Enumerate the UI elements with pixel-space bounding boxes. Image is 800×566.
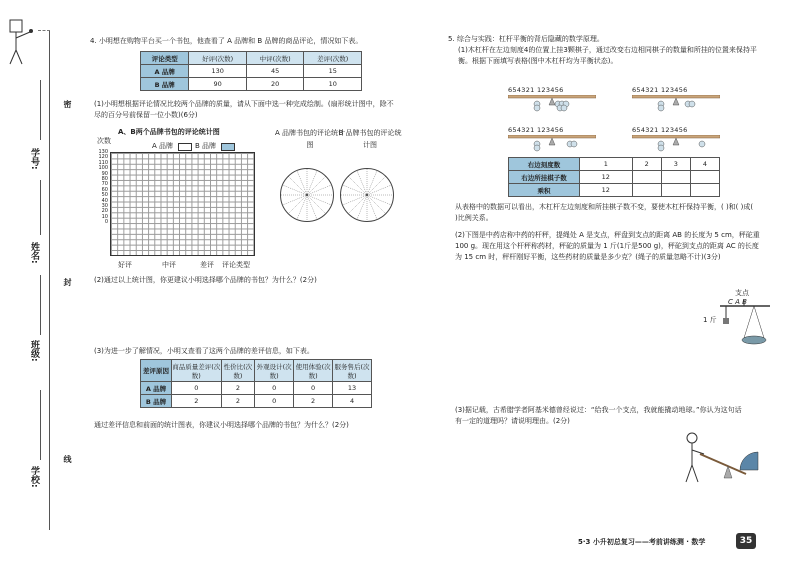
table-cell: 0	[172, 382, 222, 395]
y-tick: 50	[101, 192, 108, 199]
q4-review-table	[140, 51, 362, 91]
lever-scale: 654321 123456	[632, 86, 688, 94]
table-cell: 0	[294, 382, 333, 395]
table-cell: 12	[580, 184, 633, 197]
bar-chart-grid[interactable]	[110, 152, 255, 256]
table-header: 性价比(次数)	[221, 360, 255, 382]
table-cell: 右边所挂棋子数	[509, 171, 580, 184]
legend-a-swatch	[178, 143, 192, 151]
x-label-bad: 差评	[200, 261, 214, 269]
table-cell-input[interactable]	[632, 171, 661, 184]
table-cell: 2	[632, 158, 661, 171]
table-row	[141, 65, 362, 78]
q4-bad-review-table	[140, 359, 372, 408]
fig-support-label: 支点	[735, 289, 749, 297]
table-cell: 130	[189, 65, 247, 78]
table-cell: 4	[690, 158, 719, 171]
table-row	[141, 395, 372, 408]
footer-text: 5·3 小升初总复习——考前讲练测 · 数学	[578, 538, 706, 546]
table-cell: A 品牌	[141, 65, 189, 78]
mark-xian: 线	[63, 455, 72, 463]
lever-scale: 654321 123456	[632, 126, 688, 134]
y-tick: 0	[104, 219, 108, 226]
table-row	[509, 158, 720, 171]
mark-feng: 封	[63, 278, 72, 286]
binding-line-top	[38, 30, 50, 32]
table-header: 商品质量差评(次数)	[172, 360, 222, 382]
table-cell: B 品牌	[141, 78, 189, 91]
y-tick: 80	[101, 176, 108, 183]
table-cell: 0	[255, 395, 294, 408]
archimedes-lever-icon	[680, 430, 760, 490]
lever-scale: 654321 123456	[508, 86, 564, 94]
pie-a-title: A 品牌书包的评论统计图	[275, 129, 346, 149]
q5-lever-table	[508, 157, 720, 197]
q5-part3-answer-area[interactable]	[455, 430, 675, 520]
name-field[interactable]	[40, 180, 41, 235]
y-tick: 20	[101, 208, 108, 215]
table-header: 差评原因	[141, 360, 172, 382]
table-header: 评论类型	[141, 52, 189, 65]
y-tick: 40	[101, 197, 108, 204]
table-header: 好评(次数)	[189, 52, 247, 65]
table-cell: 15	[304, 65, 362, 78]
bar-chart-title: A、B两个品牌书包的评论统计图	[118, 128, 220, 136]
q4-stem: 4. 小明想在购物平台买一个书包，他查看了 A 品牌和 B 品牌的商品评论，情况如下表。	[90, 37, 363, 45]
bar-chart-unit: 次数	[97, 137, 111, 145]
fig-jin-label: 1 斤	[703, 316, 717, 324]
table-cell-input[interactable]	[661, 171, 690, 184]
q5-part2-answer-area[interactable]	[455, 280, 695, 390]
class-label: 班级:	[29, 340, 39, 362]
y-tick: 120	[98, 154, 108, 161]
table-cell: 12	[580, 171, 633, 184]
table-cell: 10	[304, 78, 362, 91]
q5-part1: (1)木杠杆在左边刻度4的位置上挂3颗棋子，通过改变右边相同棋子的数量和所挂的位置来保持平衡。根据下面填写表格(图中木杠杆均为平衡状态)。	[458, 46, 757, 65]
page-number: 35	[736, 533, 756, 549]
table-row	[141, 78, 362, 91]
table-row	[509, 184, 720, 197]
steelyard-icon	[712, 300, 772, 350]
lever-figure	[632, 125, 720, 157]
q4-part3-question: 通过差评信息和前面的统计图表，你建议小明选择哪个品牌的书包？为什么？(2分)	[94, 421, 349, 429]
class-field[interactable]	[40, 275, 41, 335]
table-cell-input[interactable]	[690, 171, 719, 184]
q4-part1: (1)小明想根据评论情况比较两个品牌的质量，请从下面中选一种完成绘制。(扇形统计图中，除不尽的百分号前保留一位小数)(6分)	[94, 100, 394, 119]
y-tick: 130	[98, 149, 108, 155]
lever-figure	[508, 85, 596, 117]
table-row	[509, 171, 720, 184]
table-cell: 45	[246, 65, 304, 78]
table-cell: 乘积	[509, 184, 580, 197]
lever-figure	[632, 85, 720, 117]
y-tick: 30	[101, 203, 108, 210]
table-cell-input[interactable]	[690, 184, 719, 197]
table-cell: 右边刻度数	[509, 158, 580, 171]
table-cell: 20	[246, 78, 304, 91]
table-cell: 90	[189, 78, 247, 91]
table-header: 中评(次数)	[246, 52, 304, 65]
legend-b: B 品牌	[195, 142, 217, 150]
x-label-good: 好评	[118, 261, 132, 269]
number-field[interactable]	[40, 80, 41, 140]
lever-scale: 654321 123456	[508, 126, 564, 134]
school-label: 学校:	[29, 466, 39, 488]
school-field[interactable]	[40, 390, 41, 460]
table-cell: 1	[580, 158, 633, 171]
table-cell: 2	[221, 382, 255, 395]
table-cell: 2	[172, 395, 222, 408]
y-tick: 100	[98, 165, 108, 172]
table-cell: 2	[221, 395, 255, 408]
legend-b-swatch	[221, 143, 235, 151]
student-figure-icon	[4, 18, 34, 68]
lever-figure	[508, 125, 596, 157]
table-cell: 3	[661, 158, 690, 171]
table-cell: 2	[294, 395, 333, 408]
table-row	[141, 382, 372, 395]
table-header: 外观设计(次数)	[255, 360, 294, 382]
table-header: 服务售后(次数)	[333, 360, 372, 382]
table-header: 使用体验(次数)	[294, 360, 333, 382]
table-cell: 13	[333, 382, 372, 395]
q4-part2-answer-area[interactable]	[94, 290, 399, 340]
y-tick: 90	[101, 170, 108, 177]
table-cell: 4	[333, 395, 372, 408]
q5-part3: (3)据记载，古希腊学者阿基米德曾经说过：“给我一个支点，我就能撬动地球。”你认为这句话有一定的道理吗？请说明理由。(2分)	[455, 406, 742, 425]
pie-b-blank[interactable]	[340, 168, 394, 222]
y-tick: 110	[98, 159, 108, 166]
table-cell: B 品牌	[141, 395, 172, 408]
table-cell: 0	[255, 382, 294, 395]
q5-part2: (2)下图是中药店称中药的杆秤，提绳处 A 是支点，秤盘到支点的距离 AB 的长度为 5 cm，秤砣重 100 g。现在用这个杆秤称药材，秤砣的质量为 1 斤(1斤是500 g)，秤砣到支点的距离 AC 的长度为 15 cm 时，秤杆刚好平衡，这些药材的质量是多少克？(绳子的质量忽略不计)(3分)	[455, 231, 760, 261]
table-cell-input[interactable]	[632, 184, 661, 197]
y-tick: 10	[101, 213, 108, 220]
q5-part1-conclusion: 从表格中的数据可以看出，木杠杆左边刻度和所挂棋子数不变，要使木杠杆保持平衡，( )和( )成( )比例关系。	[455, 203, 754, 222]
x-axis-title: 评论类型	[222, 261, 250, 269]
q5-stem: 5. 综合与实践：杠杆平衡的背后隐藏的数学原理。	[448, 35, 604, 43]
y-tick: 60	[101, 186, 108, 193]
mark-mi: 密	[63, 100, 72, 108]
pie-a-blank[interactable]	[280, 168, 334, 222]
y-tick: 70	[101, 181, 108, 188]
number-label: 学号:	[29, 148, 39, 170]
name-label: 姓名:	[29, 242, 39, 264]
table-cell-input[interactable]	[661, 184, 690, 197]
x-label-mid: 中评	[162, 261, 176, 269]
fig-cab-label: C A B	[728, 298, 747, 306]
q4-part3-answer-area[interactable]	[94, 434, 399, 524]
binding-line	[49, 30, 50, 530]
pie-b-title: B 品牌书包的评论统计图	[338, 129, 402, 149]
table-cell: A 品牌	[141, 382, 172, 395]
legend-a: A 品牌	[152, 142, 174, 150]
q4-part3: (3)为进一步了解情况，小明又查看了这两个品牌的差评信息，如下表。	[94, 347, 314, 355]
q4-part2: (2)通过以上统计图，你更建议小明选择哪个品牌的书包？为什么？(2分)	[94, 276, 317, 284]
table-header: 差评(次数)	[304, 52, 362, 65]
